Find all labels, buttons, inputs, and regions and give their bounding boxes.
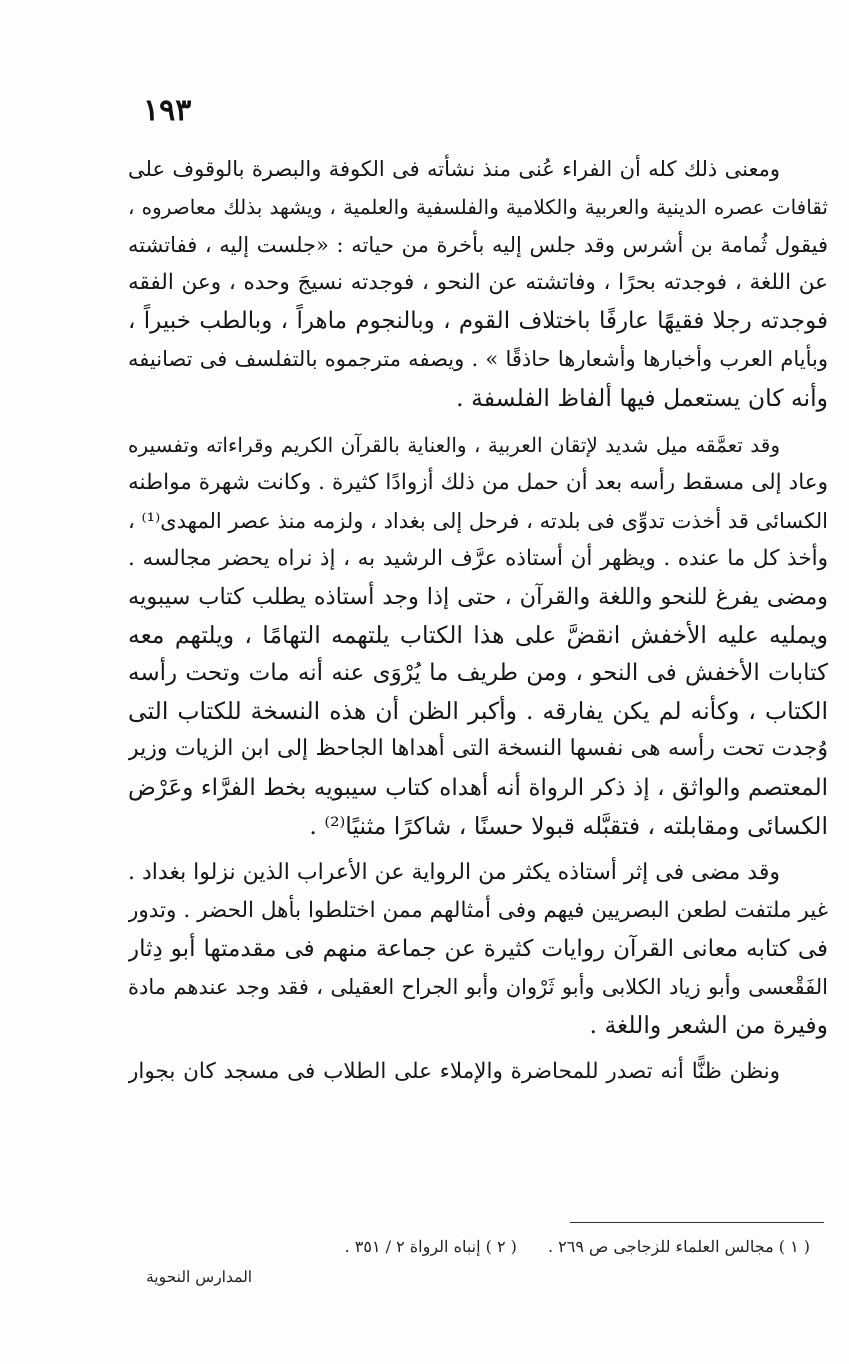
text-line: المعتصم والواثق ، إذ ذكر الرواة أنه أهداه كتاب سيبويه بخط الفرَّاء وعَرْض (128, 774, 828, 801)
paragraph-4 (128, 1053, 828, 1091)
text-line: ومضى يفرغ للنحو واللغة والقرآن ، حتى إذا وجد أستاذه يطلب كتاب سيبويه (128, 584, 828, 611)
text-line: فى كتابه معانى القرآن روايات كثيرة عن جماعة منهم فى مقدمتها أبو دِثار (128, 935, 828, 962)
text-line: وقد مضى فى إثر أستاذه يكثر من الرواية عن الأعراب الذين نزلوا بغداد . (128, 859, 780, 885)
footnotes (240, 1236, 810, 1258)
text-line: عن اللغة ، فوجدته بحرًا ، وفاتشته عن النحو ، فوجدته نسيجَ وحده ، وعن الفقه (128, 270, 828, 296)
text-line: وفيرة من الشعر واللغة . (589, 1011, 828, 1040)
footnote-2: ( ٢ ) إنباه الرواة ٢ / ٣٥١ . (344, 1237, 517, 1256)
footnote-divider (570, 1222, 824, 1223)
text-line: الكسائى ومقابلته ، فتقبَّله قبولا حسنًا ، شاكرًا مثنيًا⁽²⁾ . (309, 811, 828, 840)
text-line: ونظن ظنًّا أنه تصدر للمحاضرة والإملاء على الطلاب فى مسجد كان بجوار (128, 1059, 780, 1085)
paragraph-2 (128, 426, 828, 845)
text-line: ثقافات عصره الدينية والعربية والكلامية والفلسفية والعلمية ، ويشهد بذلك معاصروه ، (128, 195, 828, 220)
text-line: ويمليه عليه الأخفش انقضَّ على هذا الكتاب يلتهمه التهامًا ، ويلتهم معه (128, 621, 828, 650)
text-line: الكتاب ، وكأنه لم يكن يفارقه . وأكبر الظن أن هذه النسخة للكتاب التى (128, 697, 828, 726)
paragraph-3 (128, 854, 828, 1044)
text-line: وأنه كان يستعمل فيها ألفاظ الفلسفة . (456, 383, 828, 412)
text-line: وأخذ كل ما عنده . ويظهر أن أستاذه عرَّف الرشيد به ، إذ نراه يحضر مجالسه . (128, 545, 828, 571)
text-line: فيقول ثُمامة بن أشرس وقد جلس إليه بأخرة من حياته : «جلست إليه ، ففاتشته (128, 233, 828, 258)
page-number: ١٩٣ (143, 93, 192, 128)
paragraph-1 (128, 150, 828, 417)
text-line: وعاد إلى مسقط رأسه بعد أن حمل من ذلك أزوادًا كثيرة . وكانت شهرة مواطنه (128, 469, 828, 495)
text-line: وُجدت تحت رأسه هى نفسها النسخة التى أهداها الجاحظ إلى ابن الزيات وزير (128, 736, 828, 762)
text-line: ومعنى ذلك كله أن الفراء عُنى منذ نشأته فى الكوفة والبصرة بالوقوف على (128, 157, 780, 181)
text-line: غير ملتفت لطعن البصريين فيهم وفى أمثالهم ممن اختلطوا بأهل الحضر . وتدور (128, 897, 828, 923)
body-text (128, 150, 828, 1091)
text-line: الفَقْعسى وأبو زياد الكلابى وأبو ثَرْوان وأبو الجراح العقيلى ، فقد وجد عندهم مادة (128, 974, 828, 999)
text-line: وقد تعمَّقه ميل شديد لإتقان العربية ، والعناية بالقرآن الكريم وقراءاته وتفسيره (128, 432, 781, 457)
footnote-1: ( ١ ) مجالس العلماء للزجاجى ص ٢٦٩ . (548, 1237, 810, 1256)
running-footer: المدارس النحوية (146, 1268, 253, 1286)
text-line: وبأيام العرب وأخبارها وأشعارها حاذقًا » . ويصفه مترجموه بالتفلسف فى تصانيفه (128, 347, 828, 372)
text-line: الكسائى قد أخذت تدوِّى فى بلدته ، فرحل إلى بغداد ، ولزمه منذ عصر المهدى⁽¹⁾ ، (128, 508, 828, 533)
text-line: فوجدته رجلا فقيهًا عارفًا باختلاف القوم ، وبالنجوم ماهراً ، وبالطب خبيراً ، (128, 308, 828, 335)
text-line: كتابات الأخفش فى النحو ، ومن طريف ما يُرْوَى عنه أنه مات وتحت رأسه (128, 660, 828, 687)
